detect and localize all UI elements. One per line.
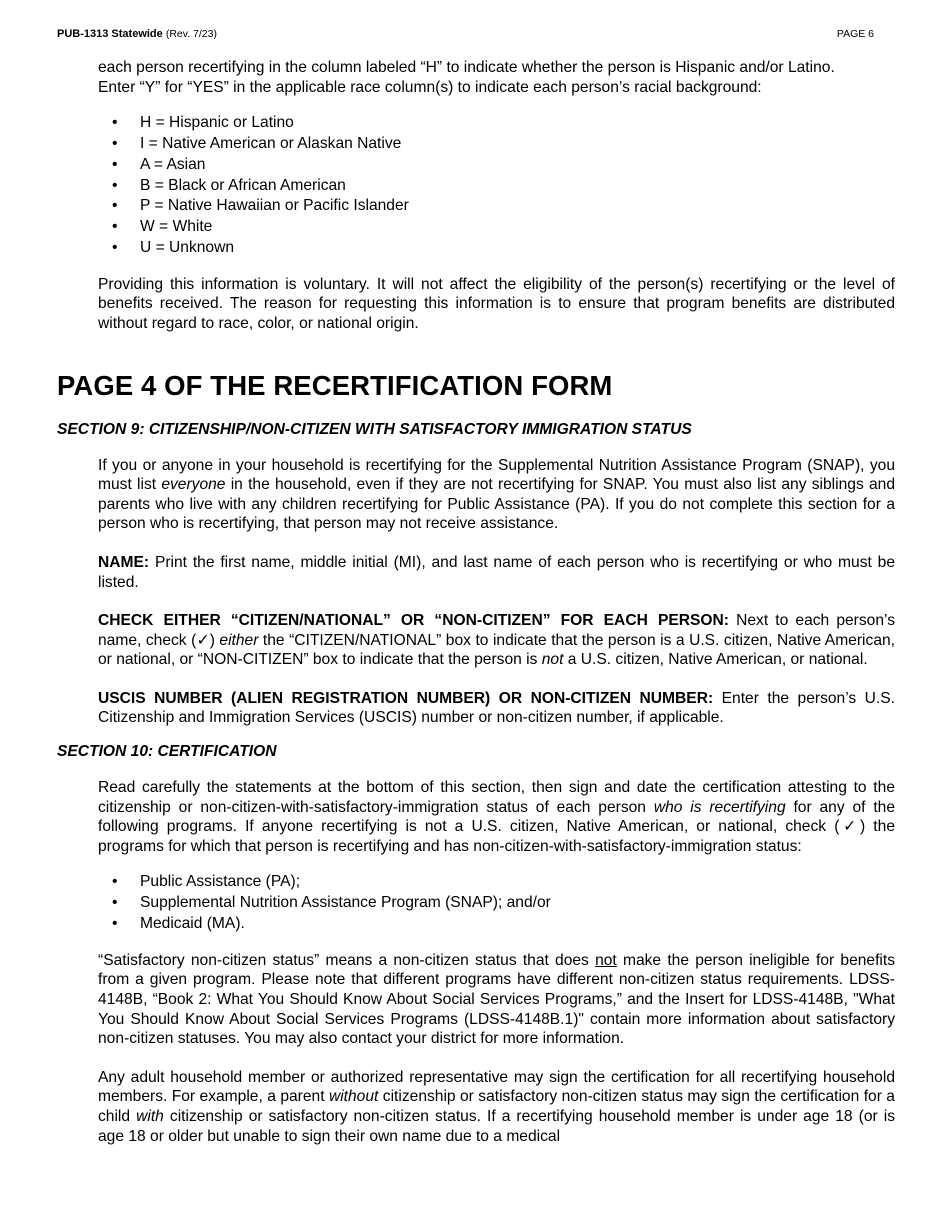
section-10-intro: Read carefully the statements at the bottom of this section, then sign and date the certification attesting to the citizenship or non-citizen-with-satisfactory-immigration status of each person who is recertifying for any of the following programs. If anyone recertifying is not a U.S. citizen, Native American, or national, check (✓) the programs for which that person is recertifying and has non-citizen-with-satisfactory-immigration status: xyxy=(98,779,895,855)
page-header xyxy=(57,28,874,40)
list-item: • Supplemental Nutrition Assistance Program (SNAP); and/or xyxy=(98,893,895,914)
list-item: • I = Native American or Alaskan Native xyxy=(98,134,895,155)
list-item: • Public Assistance (PA); xyxy=(98,872,895,893)
page-title: PAGE 4 OF THE RECERTIFICATION FORM xyxy=(57,369,613,401)
section-10-heading: SECTION 10: CERTIFICATION xyxy=(57,743,277,761)
race-intro-text: each person recertifying in the column labeled “H” to indicate whether the person is Hispanic and/or Latino. Enter “Y” for “YES” in the applicable race column(s) to indicate each person’s racial background: xyxy=(98,59,835,96)
section-9-intro: If you or anyone in your household is recertifying for the Supplemental Nutrition Assistance Program (SNAP), you must list everyone in the household, even if they are not recertifying for SNAP. You must also list any siblings and parents who live with any children recertifying for Public Assistance (PA). If you do not complete this section for a person who is recertifying, that person may not receive assistance. xyxy=(98,456,895,533)
satisfactory-status-definition: “Satisfactory non-citizen status” means a non-citizen status that does not make the person ineligible for benefits from a given program. Please note that different programs have different non-citizen status requirements. LDSS-4148B, “Book 2: What You Should Know About Social Services Programs,” and the Insert for LDSS-4148B, "What You Should Know About Social Services Programs (LDSS-4148B.1)" contain more information about satisfactory non-citizen statuses. You may also contact your district for more information. xyxy=(98,951,896,1048)
form-id: PUB-1313 Statewide xyxy=(57,28,163,40)
section-9-heading: SECTION 9: CITIZENSHIP/NON-CITIZEN WITH SATISFACTORY IMMIGRATION STATUS xyxy=(57,420,692,438)
name-instruction: NAME: Print the first name, middle initial (MI), and last name of each person who is recertifying or who must be listed. xyxy=(98,553,895,591)
program-list xyxy=(98,872,895,934)
list-item: • U = Unknown xyxy=(98,238,895,259)
list-item: • P = Native Hawaiian or Pacific Islander xyxy=(98,196,895,217)
race-intro xyxy=(98,58,895,97)
list-item: • Medicaid (MA). xyxy=(98,914,895,935)
document-body xyxy=(57,58,895,1146)
list-item: • B = Black or African American xyxy=(98,176,895,197)
uscis-number-instruction: USCIS NUMBER (ALIEN REGISTRATION NUMBER) OR NON-CITIZEN NUMBER: Enter the person’s U.S. Citizenship and Immigration Services (USCIS) number or non-citizen number, if applicable. xyxy=(98,689,895,727)
race-code-list xyxy=(98,113,895,259)
race-codes xyxy=(98,113,895,259)
voluntary-notice: Providing this information is voluntary. It will not affect the eligibility of the person(s) recertifying or the level of benefits received. The reason for requesting this information is to ensure that program benefits are distributed without regard to race, color, or national origin. xyxy=(98,275,895,332)
citizen-check-instruction: CHECK EITHER “CITIZEN/NATIONAL” OR “NON-CITIZEN” FOR EACH PERSON: Next to each person’s name, check (✓) either the “CITIZEN/NATIONAL” box to indicate that the person is a U.S. citizen, Native American, or national, or “NON-CITIZEN” box to indicate that the person is not a U.S. citizen, Native American, or national. xyxy=(98,612,895,669)
revision-date: (Rev. 7/23) xyxy=(165,28,217,40)
page-number: PAGE 6 xyxy=(836,28,874,40)
signature-instruction: Any adult household member or authorized representative may sign the certification for all recertifying household members. For example, a parent without citizenship or satisfactory non-citizen status may sign the certification for a child with citizenship or satisfactory non-citizen status. If a recertifying household member is under age 18 (or is age 18 or older but unable to sign their own name due to a medical xyxy=(98,1068,895,1145)
list-item: • W = White xyxy=(98,217,895,238)
list-item: • A = Asian xyxy=(98,155,895,176)
list-item: • H = Hispanic or Latino xyxy=(98,113,895,134)
